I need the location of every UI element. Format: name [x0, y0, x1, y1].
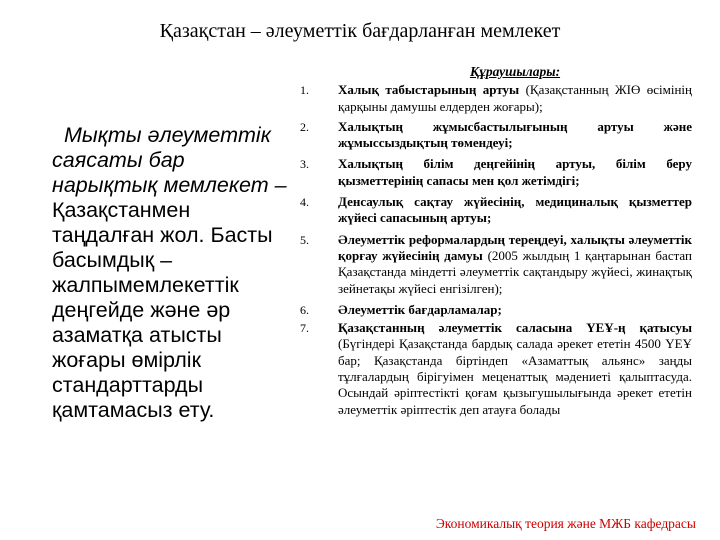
- list-item-number: 4.: [300, 195, 309, 210]
- department-footer: Экономикалық теория және МЖБ кафедрасы: [435, 516, 696, 531]
- list-item: [300, 82, 692, 115]
- intro-italic-text: Мықты әлеуметтік саясаты бар нарықтық мемлекет –: [52, 123, 287, 197]
- list-item-bold: Әлеуметтік бағдарламалар;: [338, 301, 502, 317]
- list-item: [300, 232, 692, 297]
- list-item-number: 7.: [300, 321, 309, 336]
- list-item: [300, 194, 692, 227]
- page-title: Қазақстан – әлеуметтік бағдарланған мемлекет: [159, 20, 561, 42]
- list-item-number: 3.: [300, 157, 309, 172]
- list-item-bold: Халықтың жұмысбастылығының артуы және жұмыссыздықтың төмендеуі;: [338, 118, 692, 151]
- list-item-text: (2005 жылдың 1 қаңтарынан бастап Қазақстанда міндетті әлеуметтік сақтандыру жүйесі, жинақтық зейнетақы жүйесі енгізілген);: [338, 247, 692, 296]
- list-item: [300, 320, 692, 418]
- list-item-number: 6.: [300, 302, 309, 317]
- list-item-bold: Әлеуметтік реформалардың тереңдеуі, халықты әлеуметтік қорғау жүйесінің дамуы: [338, 231, 692, 263]
- list-item-number: 2.: [300, 119, 309, 134]
- intro-plain-text: Қазақстанмен таңдалған жол. Басты басымдық – жалпымемлекеттік деңгейде және әр азаматқа атысты жоғары өмірлік стандарттарды қамтамасыз ету.: [52, 198, 273, 422]
- intro-paragraph: [52, 123, 292, 423]
- list-item-number: 1.: [300, 83, 309, 98]
- list-item: [300, 156, 692, 189]
- list-item: [300, 119, 692, 152]
- list-item-bold: Қазақстанның әлеуметтік саласына ҮЕҰ-ң қатысуы: [338, 320, 692, 336]
- list-item-text: (Бүгіндері Қазақстанда бардық салада әрекет ететін 4500 ҮЕҰ бар; Қазақстанда біртіндеп «Азаматтық альянс» заңды тұлғалардың бірігуімен меценаттық мәдениеті қалыптасуда. Осындай әріптестікті қоғам қызыгушылығында әрекет ететін әлеуметтік әріптестік деп атауға болады: [338, 336, 692, 417]
- list-item-bold: Денсаулық сақтау жүйесінің, медициналық қызметтер жүйесі сапасының артуы;: [338, 194, 692, 226]
- list-item-bold: Халықтың білім деңгейінің артуы, білім беру қызметтерінің сапасы мен қол жетімдігі;: [338, 156, 692, 188]
- components-heading: Құраушылары:: [469, 64, 561, 79]
- list-item-bold: Халық табыстарының артуы: [338, 82, 520, 98]
- list-item-text: (Қазақстанның ЖІӨ өсімінің қарқыны дамушы елдерден жоғары);: [338, 82, 692, 114]
- components-list: [300, 64, 692, 418]
- list-item-number: 5.: [300, 232, 309, 247]
- list-item: [300, 302, 692, 318]
